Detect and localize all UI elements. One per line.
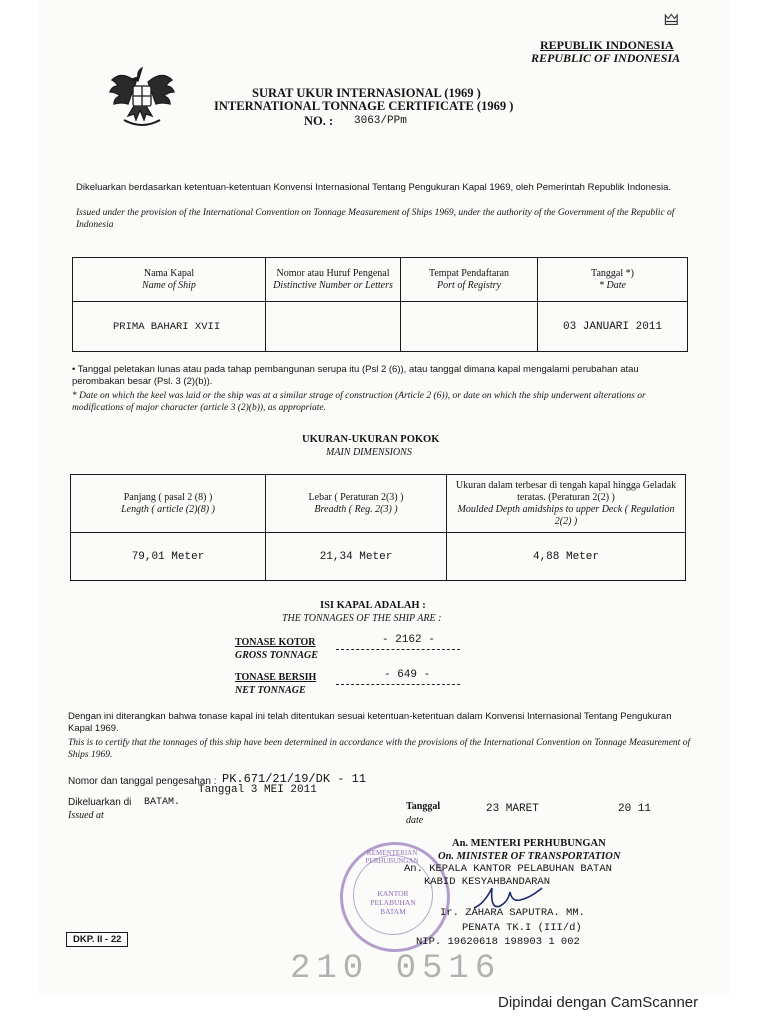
issued-year-value: 20 11 — [618, 803, 652, 815]
header-date: Tanggal *) * Date — [538, 258, 688, 302]
header-breadth: Lebar ( Peraturan 2(3) ) Breadth ( Reg. 2(3) ) — [266, 475, 447, 533]
intro-id: Dikeluarkan berdasarkan ketentuan-ketentuan Konvensi Internasional Tentang Pengukuran Kapal 1969, oleh Pemerintah Republik Indonesia. — [76, 182, 672, 193]
title-id: SURAT UKUR INTERNASIONAL (1969 ) — [252, 86, 481, 100]
certificate-number: 3063/PPm — [354, 115, 407, 127]
republic-name-en: REPUBLIC OF INDONESIA — [531, 51, 681, 65]
signatory-name: Ir. ZAHARA SAPUTRA. MM. — [440, 907, 585, 919]
gross-tonnage-dotted-line — [336, 649, 460, 650]
intro-en: Issued under the provision of the International Convention on Tonnage Measurement of Ships 1969, under the authority of the Government of the Republic of Indonesia — [76, 208, 675, 230]
issued-at-label-en: Issued at — [68, 810, 104, 821]
signatory-line-4: KABID KESYAHBANDARAN — [424, 876, 551, 888]
scanner-watermark: Dipindai dengan CamScanner — [498, 994, 699, 1011]
date-value: 03 JANUARI 2011 — [538, 302, 688, 352]
breadth-value: 21,34 Meter — [266, 533, 447, 581]
gross-tonnage-label-id: TONASE KOTOR — [235, 637, 316, 648]
republic-name-id: REPUBLIK INDONESIA — [540, 38, 674, 52]
dimensions-table — [70, 474, 686, 581]
issued-at-place: BATAM. — [144, 797, 181, 808]
depth-value: 4,88 Meter — [447, 533, 686, 581]
endorsement-date: Tanggal 3 MEI 2011 — [198, 784, 317, 796]
header-port-registry: Tempat Pendaftaran Port of Registry — [401, 258, 538, 302]
ship-name-value: PRIMA BAHARI XVII — [73, 302, 266, 352]
corner-scribble: 🜲 — [664, 12, 679, 29]
issued-date-label-en: date — [406, 815, 424, 826]
signatory-line-2: On. MINISTER OF TRANSPORTATION — [438, 851, 621, 862]
perforated-serial-number: 210 0516 — [290, 950, 502, 988]
endorsement-number: PK.671/21/19/DK - 11 — [222, 772, 367, 786]
dimensions-title-en: MAIN DIMENSIONS — [326, 447, 412, 458]
signatory-rank: PENATA TK.I (III/d) — [462, 922, 582, 934]
signatory-line-1: An. MENTERI PERHUBUNGAN — [452, 838, 606, 849]
title-en: INTERNATIONAL TONNAGE CERTIFICATE (1969 ) — [214, 99, 514, 113]
net-tonnage-dotted-line — [336, 684, 460, 685]
stamp-ring-text: KEMENTERIAN PERHUBUNGAN — [365, 849, 419, 865]
certify-en: This is to certify that the tonnages of this ship have been determined in accordance with the provisions of the International Convention on Tonnage Measurement of Ships 1969. — [68, 738, 691, 760]
signatory-nip: NIP. 19620618 198903 1 002 — [416, 936, 580, 948]
distinctive-number-value — [266, 302, 401, 352]
endorsement-label: Nomor dan tanggal pengesahan : — [68, 776, 217, 787]
dimensions-title-id: UKURAN-UKURAN POKOK — [302, 434, 440, 445]
gross-tonnage-label-en: GROSS TONNAGE — [235, 650, 318, 661]
net-tonnage-label-en: NET TONNAGE — [235, 685, 306, 696]
footnote-en: * Date on which the keel was laid or the ship was at a similar strage of construction (Article 2 (6)), or date on which the ship underwent alterations or modifications of major character (article 3 (2)(b)), as appropriate. — [72, 391, 646, 413]
certificate-number-label: NO. : — [304, 114, 334, 128]
signatory-line-3: An. KEPALA KANTOR PELABUHAN BATAN — [404, 863, 612, 875]
certify-id: Dengan ini diterangkan bahwa tonase kapal ini telah ditentukan sesuai ketentuan-ketentuan dalam Konvensi Internasional Tentang Pengukuran Kapal 1969. — [68, 711, 672, 734]
issued-at-label-id: Dikeluarkan di — [68, 797, 132, 808]
net-tonnage-label-id: TONASE BERSIH — [235, 672, 317, 683]
header-moulded-depth: Ukuran dalam terbesar di tengah kapal hingga Geladak teratas. (Peraturan 2(2) ) Moulded Depth amidships to upper Deck ( Regulation 2(2) ) — [447, 475, 686, 533]
header-distinctive-number: Nomor atau Huruf Pengenal Distinctive Number or Letters — [266, 258, 401, 302]
stamp-center-text: KANTOR PELABUHAN BATAM — [370, 889, 416, 916]
header-length: Panjang ( pasal 2 (8) ) Length ( article (2)(8) ) — [71, 475, 266, 533]
ship-details-table — [72, 257, 688, 352]
garuda-emblem-icon — [108, 60, 176, 134]
net-tonnage-value: - 649 - — [384, 669, 431, 681]
footnote-id: • Tanggal peletakan lunas atau pada tahap pembangunan serupa itu (Psl 2 (6)), atau tanggal dimana kapal mengalami perubahan atau perombakan besar (Psl. 3 (2)(b)). — [72, 364, 639, 387]
gross-tonnage-value: - 2162 - — [382, 634, 435, 646]
tonnage-title-id: ISI KAPAL ADALAH : — [320, 600, 426, 611]
form-code: DKP. II - 22 — [66, 932, 128, 947]
issued-date-value: 23 MARET — [486, 803, 539, 815]
tonnage-title-en: THE TONNAGES OF THE SHIP ARE : — [282, 613, 442, 624]
header-ship-name: Nama Kapal Name of Ship — [73, 258, 266, 302]
port-registry-value — [401, 302, 538, 352]
issued-date-label-id: Tanggal — [406, 801, 441, 812]
length-value: 79,01 Meter — [71, 533, 266, 581]
